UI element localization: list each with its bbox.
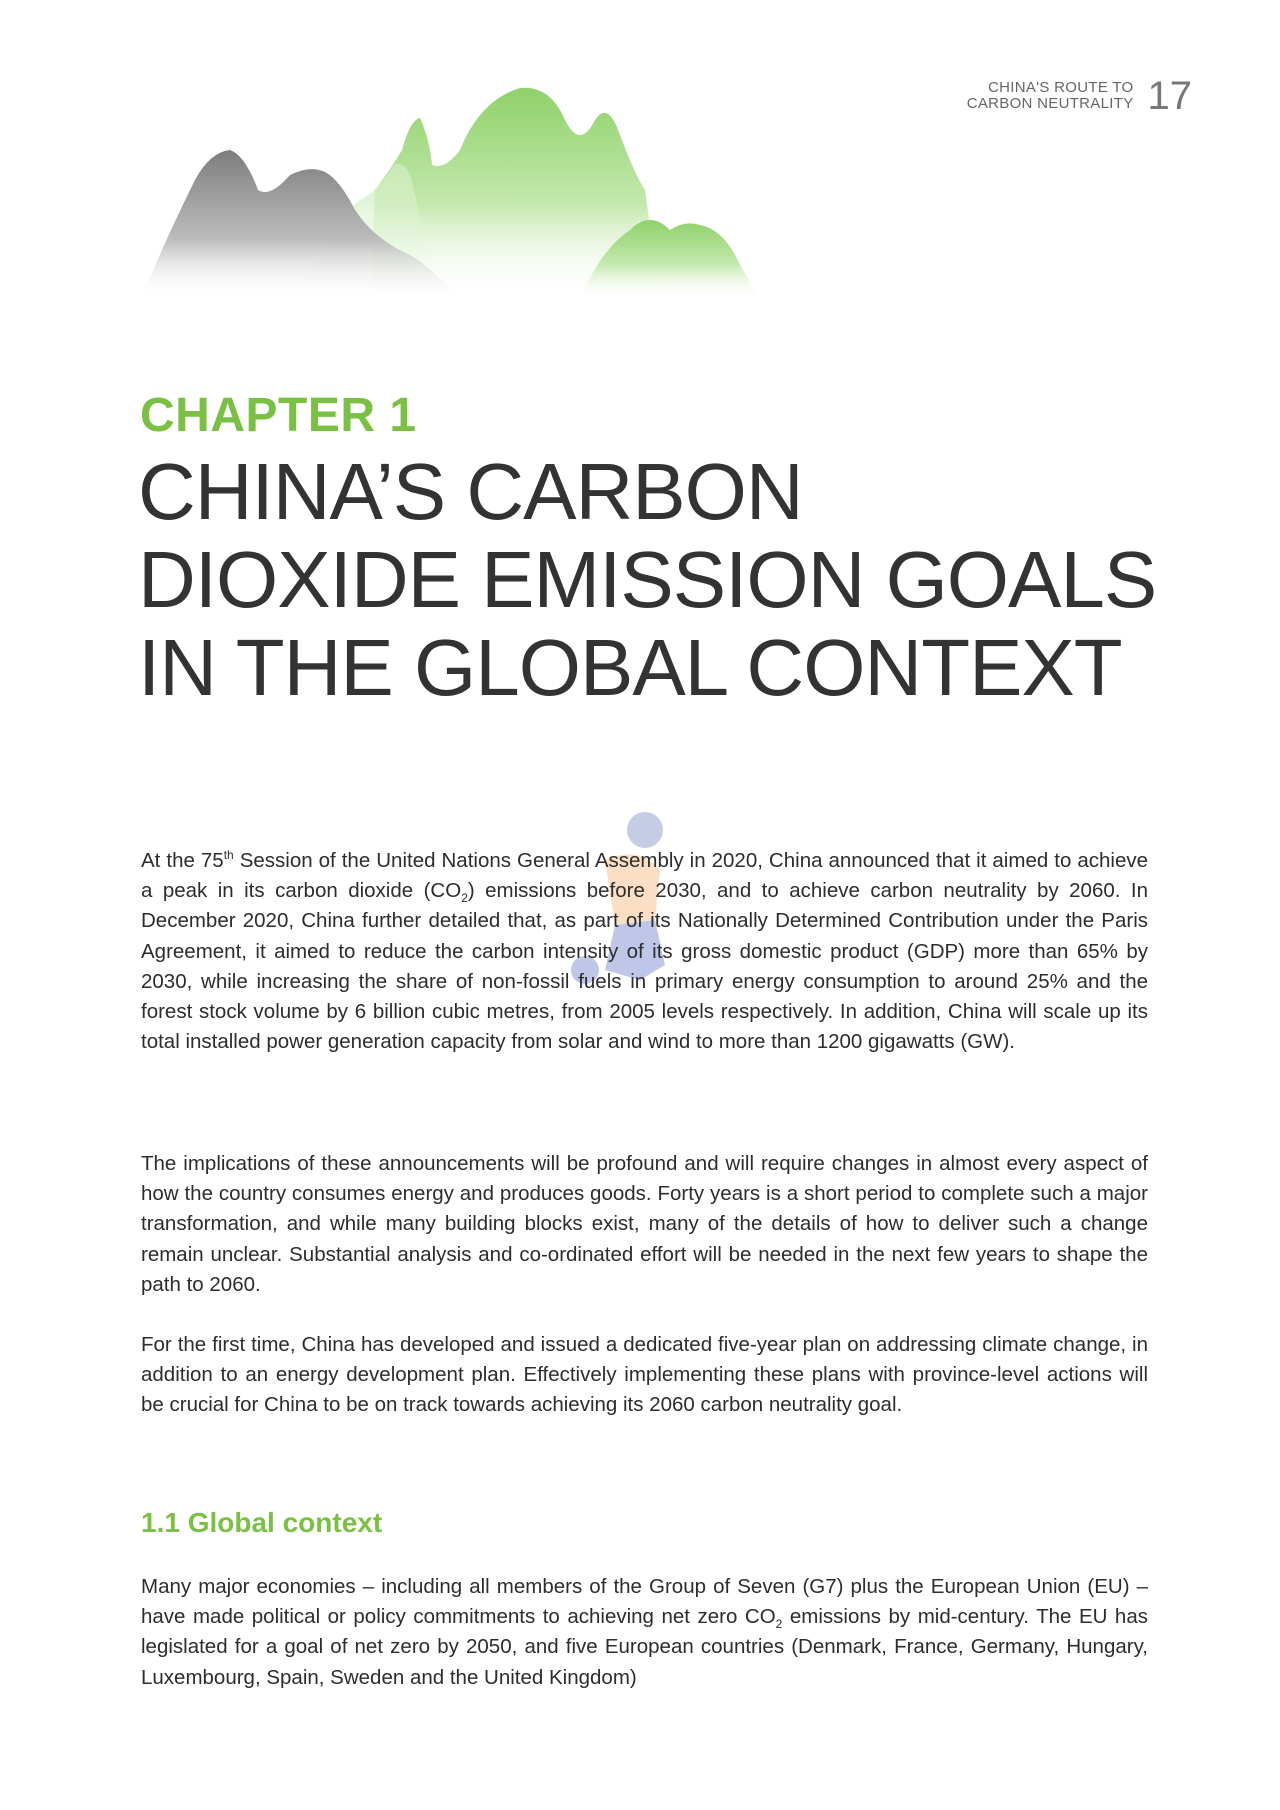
running-title-line-2: CARBON NEUTRALITY	[966, 95, 1134, 112]
mountain-illustration	[140, 80, 780, 300]
running-title	[967, 80, 1134, 112]
paragraph-global-context	[141, 1572, 1148, 1693]
p1-sup: th	[223, 848, 234, 863]
chapter-title-line-2: DIOXIDE EMISSION GOALS	[138, 535, 1157, 624]
p1-part-a: At the 75	[141, 849, 224, 872]
p4-part-a: Many major economies – including all members of the Group of Seven (G7) plus the European Union (EU) – have made political or policy commitments to achieving net zero CO	[141, 1575, 1148, 1629]
page-number: 17	[1147, 74, 1192, 118]
paragraph-implications: The implications of these announcements will be profound and will require changes in almost every aspect of how the country consumes energy and produces goods. Forty years is a short period to complete such a major transformation, and while many building blocks exist, many of the details of how to deliver such a change remain unclear. Substantial analysis and co-ordinated effort will be needed in the next few years to shape the path to 2060.	[141, 1152, 1148, 1296]
chapter-title	[138, 448, 1158, 712]
chapter-title-line-3: IN THE GLOBAL CONTEXT	[138, 623, 1122, 712]
p4-sub: 2	[775, 1617, 783, 1632]
p1-part-c: ) emissions before 2030, and to achieve carbon neutrality by 2060. In December 2020, China further detailed that, as part of its Nationally Determined Contribution under the Paris Agreement, it aimed to reduce the carbon intensity of its gross domestic product (GDP) more than 65% by 2030, while increasing the share of non-fossil fuels in primary energy consumption to around 25% and the forest stock volume by 6 billion cubic metres, from 2005 levels respectively. In addition, China will scale up its total installed power generation capacity from solar and wind to more than 1200 gigawatts (GW).	[141, 879, 1148, 1054]
chapter-label: CHAPTER 1	[140, 389, 417, 442]
section-heading-global-context: 1.1 Global context	[141, 1507, 383, 1538]
p1-part-b: Session of the United Nations General Assembly in 2020, China announced that it aimed to achieve a peak in its carbon dioxide (CO	[141, 849, 1149, 903]
p4-part-b: emissions by mid-century. The EU has legislated for a goal of net zero by 2050, and five European countries (Denmark, France, Germany, Hungary, Luxembourg, Spain, Sweden and the United Kingdom)	[141, 1605, 1148, 1689]
chapter-title-line-1: CHINA’S CARBON	[138, 447, 803, 536]
paragraph-five-year-plan: For the first time, China has developed and issued a dedicated five-year plan on addressing climate change, in addition to an energy development plan. Effectively implementing these plans with province-level actions will be crucial for China to be on track towards achieving its 2060 carbon neutrality goal.	[141, 1333, 1148, 1417]
paragraph-intro	[141, 846, 1148, 1057]
p1-sub: 2	[461, 891, 468, 906]
running-title-line-1: CHINA'S ROUTE TO	[988, 79, 1134, 96]
page-header	[966, 74, 1192, 118]
